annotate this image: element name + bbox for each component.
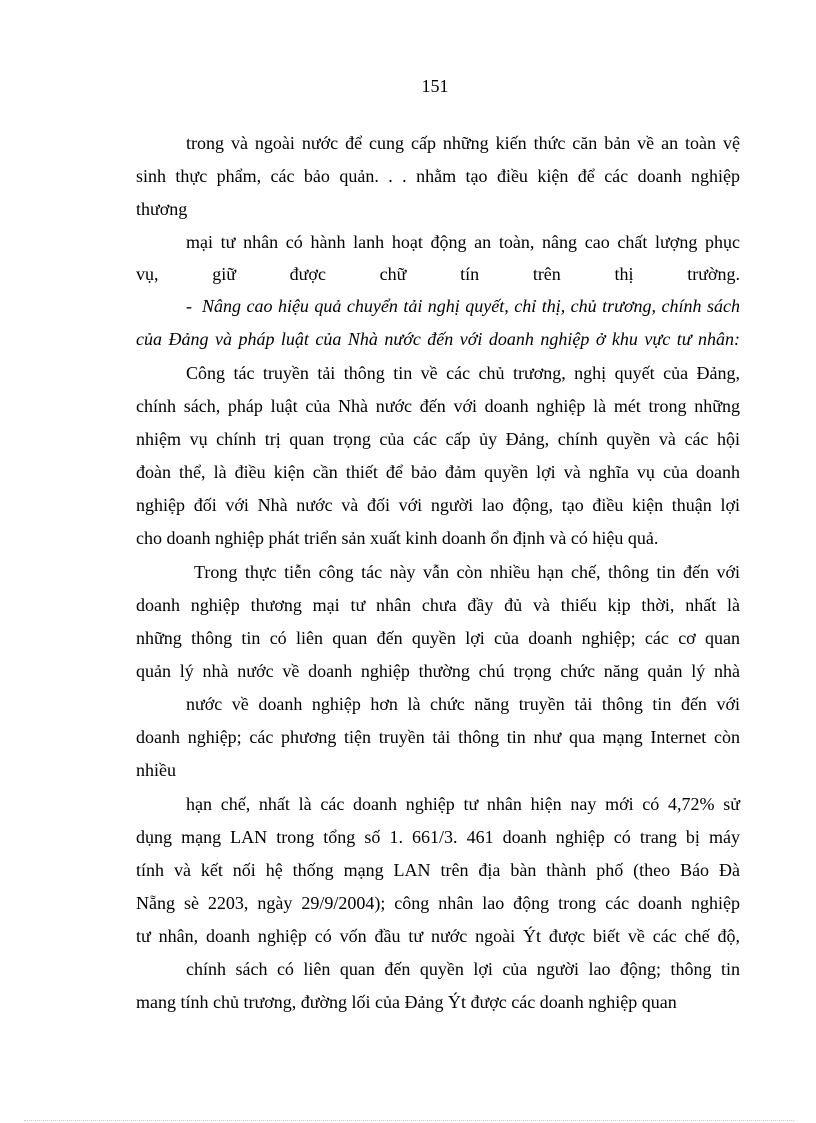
text-line: thương xyxy=(136,199,188,219)
text-line: nhiều xyxy=(136,760,176,780)
text-line: Công tác truyền tải thông tin về các chủ trương, nghị quyết của Đảng, xyxy=(186,363,740,383)
page-bottom-divider xyxy=(24,1120,794,1121)
text-line: hạn chế, nhất là các doanh nghiệp tư nhân hiện nay mới có 4,72% sử xyxy=(186,794,740,814)
text-line: dụng mạng LAN trong tổng số 1. 661/3. 461 doanh nghiệp có trang bị máy xyxy=(136,827,740,847)
italic-heading-line: của Đảng và pháp luật của Nhà nước đến với doanh nghiệp ở khu vực tư nhân: xyxy=(136,329,740,349)
text-line: doanh nghiệp thương mại tư nhân chưa đầy đủ và thiếu kịp thời, nhất là xyxy=(136,595,740,615)
text-line: mại tư nhân có hành lanh hoạt động an toàn, nâng cao chất lượng phục xyxy=(186,232,740,252)
text-line: tư nhân, doanh nghiệp có vốn đầu tư nước ngoài Ýt được biết về các chế độ, xyxy=(136,926,740,946)
text-line: nghiệp đối với Nhà nước và đối với người lao động, tạo điều kiện thuận lợi xyxy=(136,495,740,515)
list-dash: - xyxy=(186,296,192,316)
text-line: Nẵng sè 2203, ngày 29/9/2004); công nhân lao động trong các doanh nghiệp xyxy=(136,893,740,913)
text-line: những thông tin có liên quan đến quyền lợi của doanh nghiệp; các cơ quan xyxy=(136,628,740,648)
text-line: nhiệm vụ chính trị quan trọng của các cấp ủy Đảng, chính quyền và các hội xyxy=(136,429,740,449)
text-line: đoàn thể, là điều kiện cần thiết để bảo đảm quyền lợi và nghĩa vụ của doanh xyxy=(136,462,740,482)
text-line: Trong thực tiễn công tác này vẫn còn nhiều hạn chế, thông tin đến với xyxy=(194,562,740,582)
italic-heading-line: Nâng cao hiệu quả chuyển tải nghị quyết, chỉ thị, chủ trương, chính sách xyxy=(202,296,740,316)
text-line: tính và kết nối hệ thống mạng LAN trên địa bàn thành phố (theo Báo Đà xyxy=(136,860,740,880)
text-line: quản lý nhà nước về doanh nghiệp thường chú trọng chức năng quản lý nhà xyxy=(136,661,740,681)
text-line: chính sách có liên quan đến quyền lợi của người lao động; thông tin xyxy=(186,959,740,979)
text-line: mang tính chủ trương, đường lối của Đảng Ýt được các doanh nghiệp quan xyxy=(136,992,677,1012)
text-line: trong và ngoài nước để cung cấp những kiến thức căn bản về an toàn vệ xyxy=(186,133,740,153)
text-line: nước về doanh nghiệp hơn là chức năng truyền tải thông tin đến với xyxy=(186,694,740,714)
text-line: vụ, giữ được chữ tín trên thị trường. xyxy=(136,264,740,284)
text-line: chính sách, pháp luật của Nhà nước đến với doanh nghiệp là mét trong những xyxy=(136,396,740,416)
text-line: doanh nghiệp; các phương tiện truyền tải thông tin như qua mạng Internet còn xyxy=(136,727,740,747)
page-number: 151 xyxy=(421,76,449,96)
text-line: sinh thực phẩm, các bảo quản. . . nhằm tạo điều kiện để các doanh nghiệp xyxy=(136,166,740,186)
text-line: cho doanh nghiệp phát triển sản xuất kinh doanh ổn định và có hiệu quả. xyxy=(136,528,659,548)
